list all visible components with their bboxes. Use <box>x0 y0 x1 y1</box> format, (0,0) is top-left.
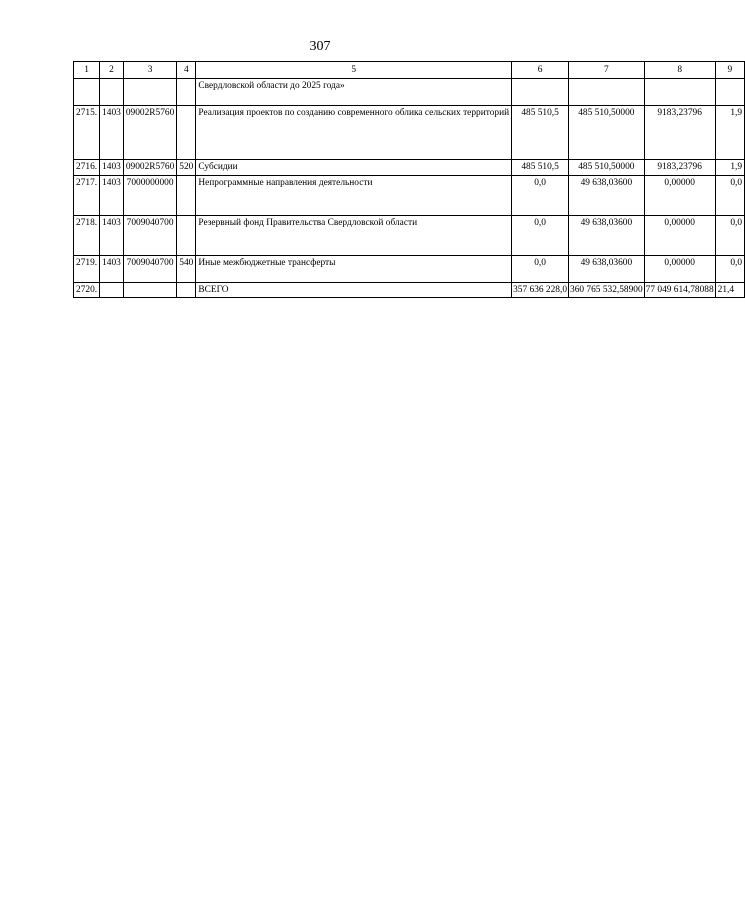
amount-col8-cell <box>644 79 715 106</box>
total-percent-cell: 21,4 <box>715 282 744 298</box>
column-header: 9 <box>715 62 744 79</box>
expense-type-cell: 520 <box>177 160 196 176</box>
header-row <box>74 62 745 79</box>
total-col8-cell: 77 049 614,78088 <box>644 282 715 298</box>
column-header: 8 <box>644 62 715 79</box>
expense-type-cell <box>177 106 196 160</box>
section-code-cell: 1403 <box>100 160 124 176</box>
target-article-cell: 7009040700 <box>123 215 176 255</box>
table-row-total <box>74 282 745 298</box>
section-code-cell: 1403 <box>100 106 124 160</box>
row-number-cell: 2716. <box>74 160 100 176</box>
column-header: 4 <box>177 62 196 79</box>
target-article-cell: 7000000000 <box>123 175 176 215</box>
expense-type-cell <box>177 282 196 298</box>
target-article-cell: 09002R5760 <box>123 160 176 176</box>
row-number-cell: 2720. <box>74 282 100 298</box>
item-name-cell: Реализация проектов по созданию современного облика сельских территорий <box>196 106 512 160</box>
amount-col8-cell: 9183,23796 <box>644 160 715 176</box>
section-code-cell <box>100 282 124 298</box>
section-code-cell: 1403 <box>100 215 124 255</box>
total-col6-cell: 357 636 228,0 <box>512 282 569 298</box>
expense-type-cell <box>177 79 196 106</box>
amount-col6-cell: 485 510,5 <box>512 106 569 160</box>
total-label-cell: ВСЕГО <box>196 282 512 298</box>
amount-col8-cell: 0,00000 <box>644 255 715 282</box>
table-row <box>74 160 745 176</box>
target-article-cell: 09002R5760 <box>123 106 176 160</box>
amount-col6-cell <box>512 79 569 106</box>
item-name-cell: Резервный фонд Правительства Свердловской области <box>196 215 512 255</box>
column-header: 7 <box>569 62 645 79</box>
column-header: 2 <box>100 62 124 79</box>
amount-col7-cell: 49 638,03600 <box>569 175 645 215</box>
percent-cell: 0,0 <box>715 215 744 255</box>
amount-col7-cell: 485 510,50000 <box>569 106 645 160</box>
amount-col6-cell: 0,0 <box>512 215 569 255</box>
amount-col7-cell <box>569 79 645 106</box>
table-row <box>74 215 745 255</box>
section-code-cell: 1403 <box>100 255 124 282</box>
table-row <box>74 79 745 106</box>
table-row <box>74 106 745 160</box>
percent-cell: 0,0 <box>715 175 744 215</box>
row-number-cell <box>74 79 100 106</box>
amount-col8-cell: 0,00000 <box>644 215 715 255</box>
item-name-cell: Субсидии <box>196 160 512 176</box>
table-row <box>74 255 745 282</box>
percent-cell: 1,9 <box>715 160 744 176</box>
column-header: 3 <box>123 62 176 79</box>
target-article-cell <box>123 79 176 106</box>
total-col7-cell: 360 765 532,58900 <box>569 282 645 298</box>
amount-col6-cell: 0,0 <box>512 255 569 282</box>
amount-col8-cell: 0,00000 <box>644 175 715 215</box>
item-name-cell: Свердловской области до 2025 года» <box>196 79 512 106</box>
item-name-cell: Непрограммные направления деятельности <box>196 175 512 215</box>
section-code-cell: 1403 <box>100 175 124 215</box>
row-number-cell: 2718. <box>74 215 100 255</box>
amount-col7-cell: 49 638,03600 <box>569 215 645 255</box>
expense-type-cell <box>177 175 196 215</box>
percent-cell: 1,9 <box>715 106 744 160</box>
target-article-cell: 7009040700 <box>123 255 176 282</box>
row-number-cell: 2715. <box>74 106 100 160</box>
row-number-cell: 2719. <box>74 255 100 282</box>
amount-col7-cell: 49 638,03600 <box>569 255 645 282</box>
item-name-cell: Иные межбюджетные трансферты <box>196 255 512 282</box>
amount-col8-cell: 9183,23796 <box>644 106 715 160</box>
row-number-cell: 2717. <box>74 175 100 215</box>
target-article-cell <box>123 282 176 298</box>
amount-col6-cell: 485 510,5 <box>512 160 569 176</box>
column-header: 1 <box>74 62 100 79</box>
section-code-cell <box>100 79 124 106</box>
amount-col6-cell: 0,0 <box>512 175 569 215</box>
amount-col7-cell: 485 510,50000 <box>569 160 645 176</box>
expense-type-cell <box>177 215 196 255</box>
budget-table <box>73 61 745 298</box>
table-row <box>74 175 745 215</box>
percent-cell <box>715 79 744 106</box>
column-header: 5 <box>196 62 512 79</box>
page-number: 307 <box>309 39 331 54</box>
column-header: 6 <box>512 62 569 79</box>
expense-type-cell: 540 <box>177 255 196 282</box>
percent-cell: 0,0 <box>715 255 744 282</box>
